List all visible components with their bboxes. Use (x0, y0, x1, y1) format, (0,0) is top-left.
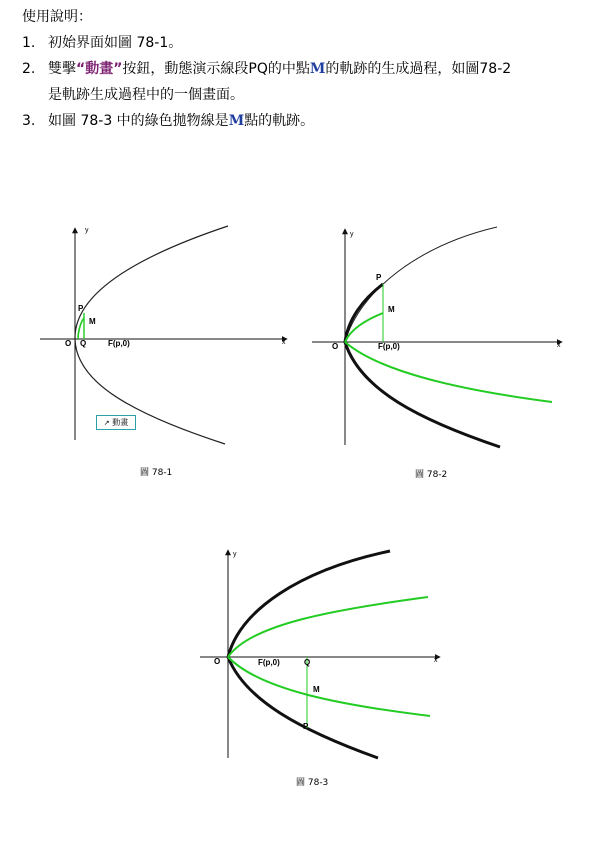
locus-upper (345, 313, 383, 342)
y-axis-label: y (233, 551, 237, 558)
parabola-upper (228, 551, 390, 657)
instruction-item-2 (22, 56, 582, 82)
origin-label: O (332, 342, 339, 351)
locus-segment (78, 318, 84, 339)
parabola-traced-lower (345, 342, 500, 447)
caption-78-3: 圖 78-3 (296, 778, 329, 788)
cursor-icon: ↗ (103, 419, 110, 427)
item-text-mid: 按鈕，動態演示線段PQ的中點 (122, 61, 310, 77)
point-q-label: Q (304, 658, 311, 667)
instruction-item-3 (22, 108, 582, 134)
instructions-heading: 使用說明： (22, 9, 92, 25)
parabola-curve (345, 227, 500, 447)
locus-lower (345, 342, 552, 402)
focus-label: F(p,0) (258, 658, 280, 667)
item-text-post: 點的軌跡。 (244, 113, 315, 129)
point-m-label: M (313, 685, 320, 694)
point-m-label: M (388, 305, 395, 314)
animation-button[interactable] (96, 415, 136, 430)
item-text-post: 的軌跡的生成過程，如圖78-2 (325, 61, 512, 77)
instructions (22, 4, 582, 134)
x-axis-label: x (282, 339, 286, 346)
y-axis-label: y (85, 227, 89, 234)
parabola-lower (228, 657, 378, 758)
parabola-curve (75, 226, 228, 444)
item-text-pre: 如圖 78-3 中的綠色拋物線是 (48, 113, 229, 129)
item-number: 2. (22, 61, 36, 77)
item-number: 3. (22, 113, 36, 129)
item-text-pre: 雙擊 (48, 61, 76, 77)
point-m-label: M (228, 113, 245, 129)
point-q-label: Q (80, 339, 87, 348)
origin-label: O (65, 339, 72, 348)
point-m-label: M (89, 317, 96, 326)
x-axis-label: x (434, 657, 438, 664)
point-p-label: P (78, 304, 84, 313)
instruction-item-1 (22, 30, 582, 56)
caption-78-2: 圖 78-2 (415, 470, 448, 480)
parabola-traced-upper (345, 284, 383, 342)
focus-label: F(p,0) (378, 342, 400, 351)
point-p-label: P (376, 273, 382, 282)
locus-lower (228, 657, 430, 716)
point-m-label: M (309, 61, 326, 77)
caption-78-1: 圖 78-1 (140, 468, 173, 478)
item-number: 1. (22, 35, 36, 51)
animation-keyword: “動畫” (76, 61, 123, 77)
focus-label: F(p,0) (108, 339, 130, 348)
item-text: 初始界面如圖 78-1。 (48, 35, 183, 51)
origin-label: O (214, 657, 221, 666)
locus-upper (228, 597, 428, 657)
y-axis-label: y (350, 231, 354, 238)
point-p-label: P (303, 722, 309, 731)
instruction-item-2-continuation: 是軌跡生成過程中的一個畫面。 (48, 87, 244, 103)
animation-button-label: 動畫 (112, 418, 129, 427)
x-axis-label: x (557, 342, 561, 349)
